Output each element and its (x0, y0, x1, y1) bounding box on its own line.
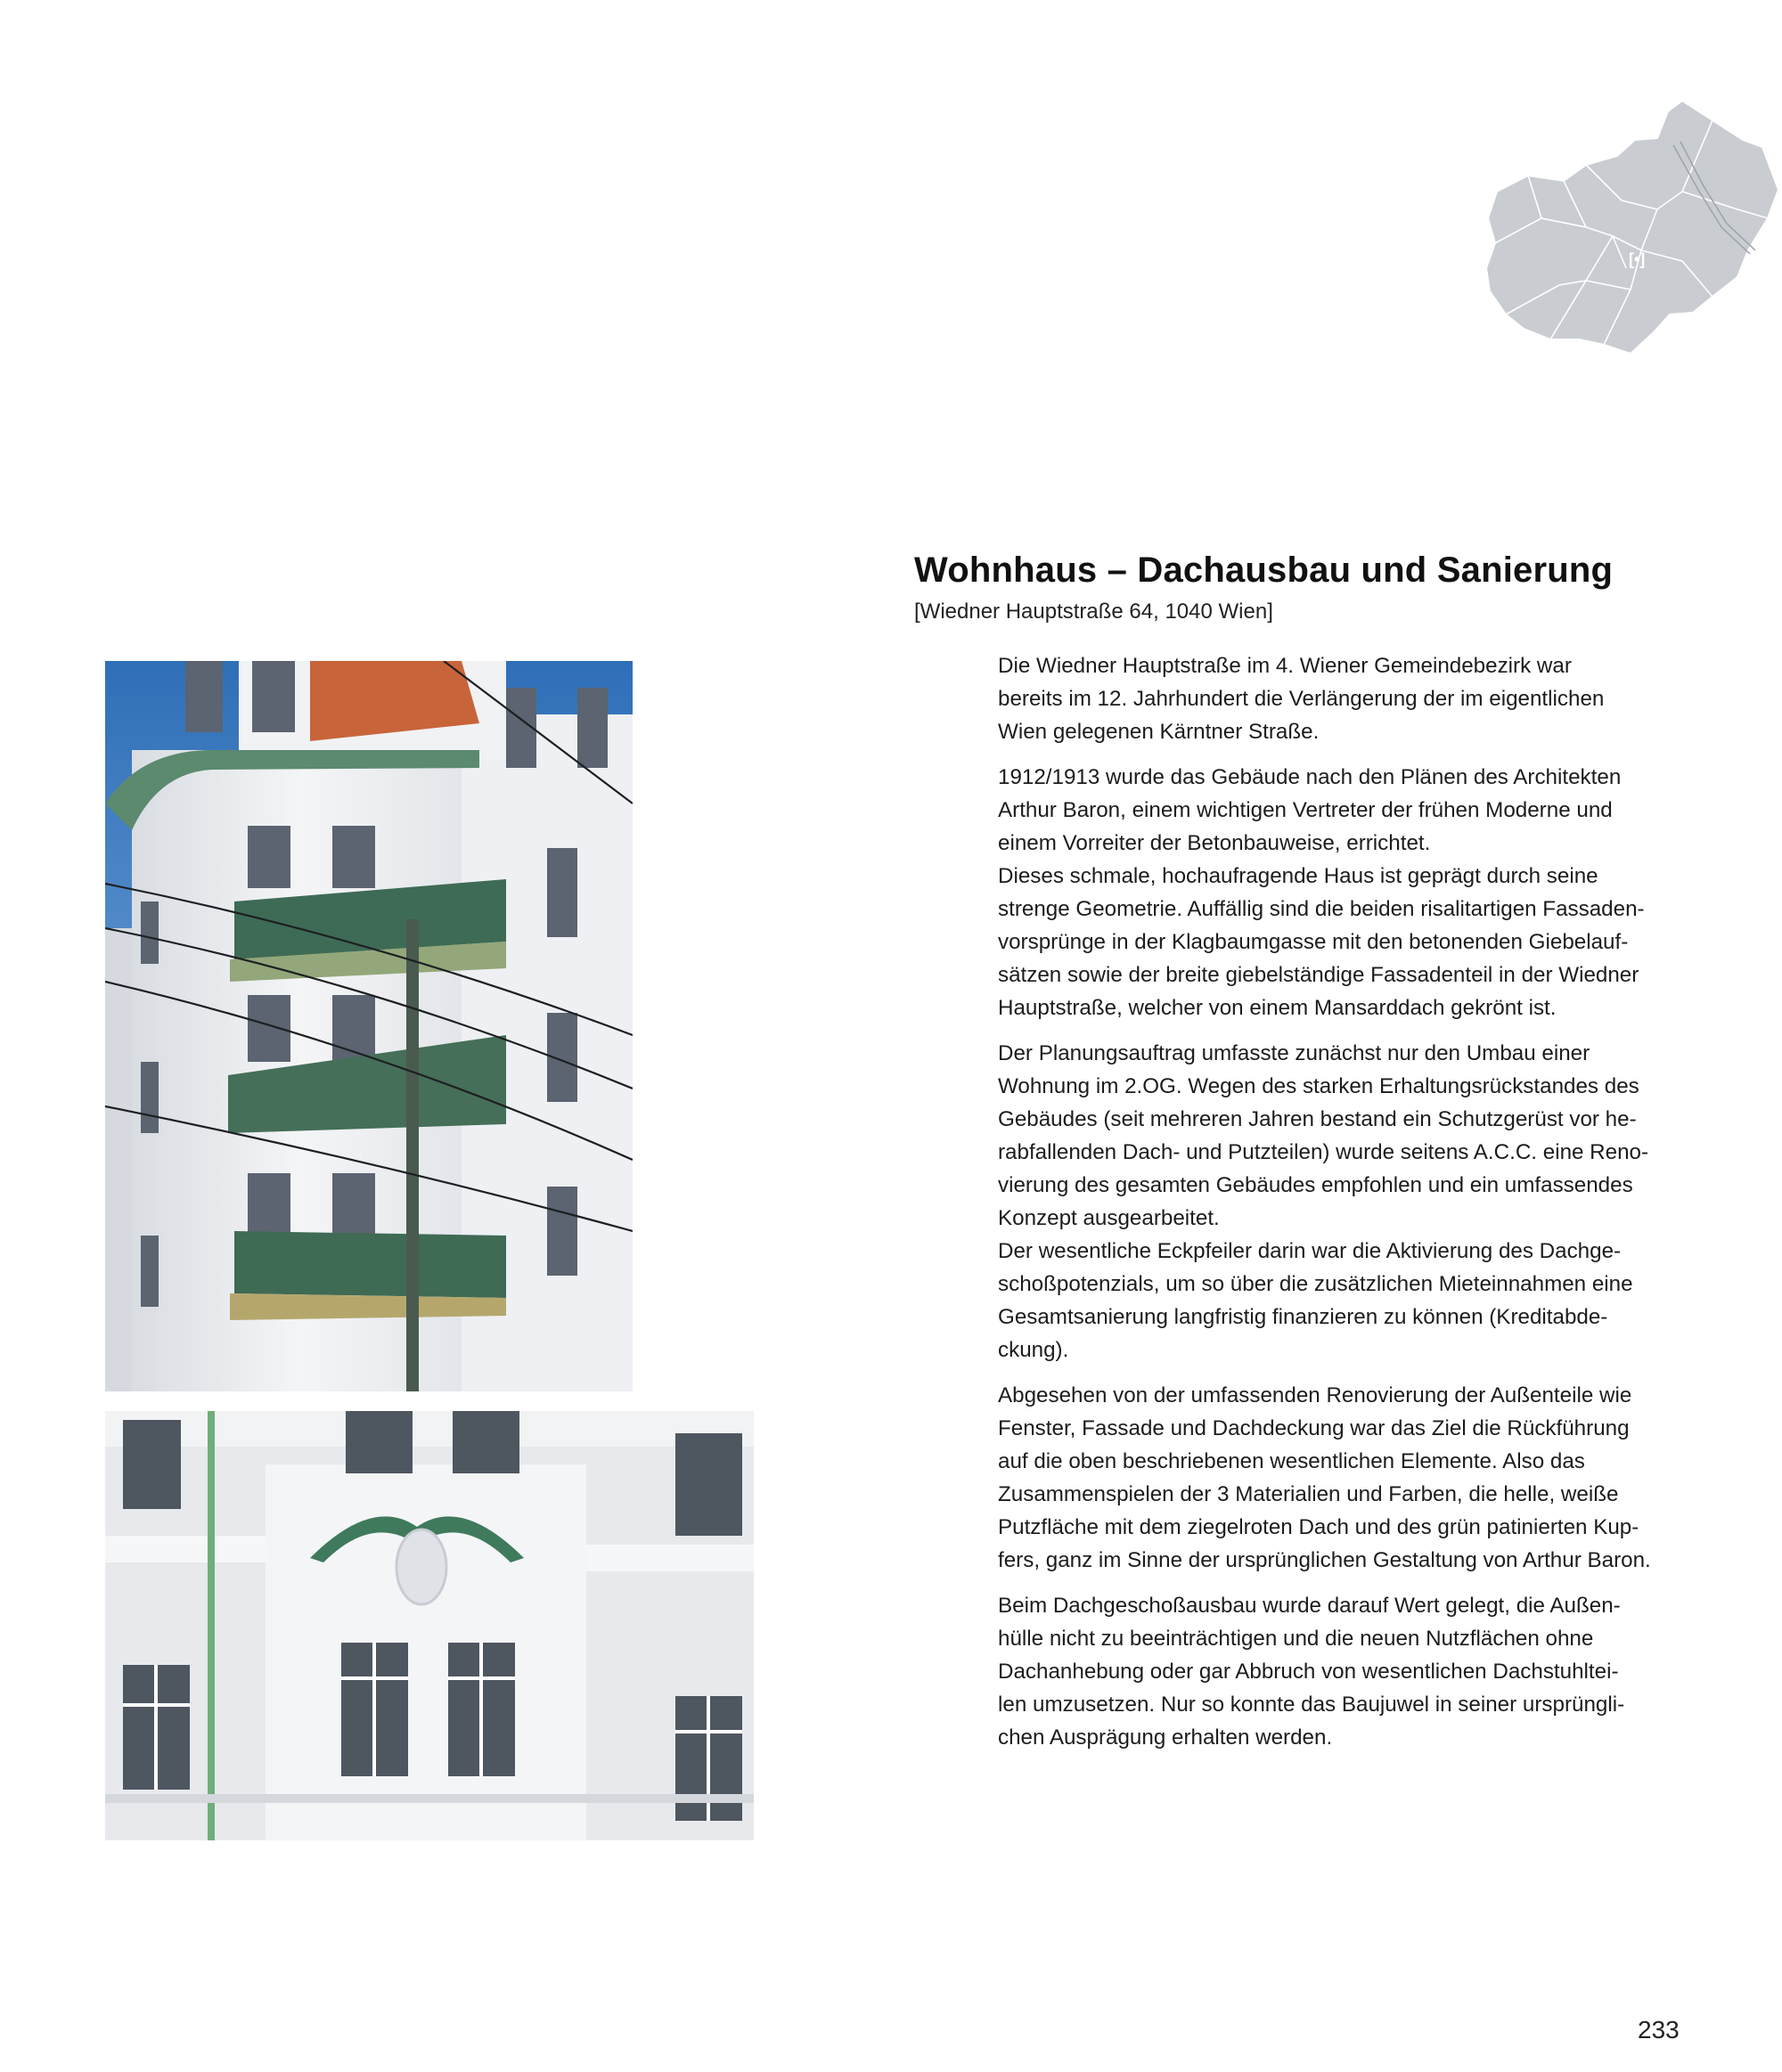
paragraph: Die Wiedner Hauptstraße im 4. Wiener Gemeindebezirk war bereits im 12. Jahrhundert die Verlängerung der im eigentlichen Wien gelegenen Kärntner Straße. (998, 654, 1605, 744)
paragraph: Beim Dachgeschoßausbau wurde darauf Wert gelegt, die Außen- hülle nicht zu beeinträchtigen und die neuen Nutzflächen ohne Dachanhebung oder gar Abbruch von wesentlichen Dachstuhltei- len umzusetzen. Nur so konnte das Baujuwel in seiner ursprüngli- chen Ausprägung erhalten werden. (998, 1594, 1625, 1750)
facade-detail-photo (105, 1411, 754, 1840)
map-location-marker: [•] (1629, 250, 1646, 268)
page-number: 233 (1638, 2016, 1680, 2043)
district-map (1479, 94, 1782, 361)
paragraph: Abgesehen von der umfassenden Renovierung der Außenteile wie Fenster, Fassade und Dachdeckung war das Ziel die Rückführung auf die oben beschriebenen wesentlichen Elemente. Also das Zusammenspielen der 3 Materialien und Farben, die helle, weiße Putzfläche mit dem ziegelroten Dach und des grün patinierten Kup- fers, ganz im Sinne der ursprünglichen Gestaltung von Arthur Baron. (998, 1383, 1651, 1572)
building-tower-photo (105, 661, 633, 1391)
page-title: Wohnhaus – Dachausbau und Sanierung (914, 551, 1614, 590)
vienna-map-icon (1479, 94, 1782, 361)
paragraph: 1912/1913 wurde das Gebäude nach den Plänen des Architekten Arthur Baron, einem wichtigen Vertreter der frühen Moderne und einem Vorreiter der Betonbauweise, errichtet. Dieses schmale, hochaufragende Haus ist geprägt durch seine strenge Geometrie. Auffällig sind die beiden risalitartigen Fassaden- vorsprünge in der Klagbaumgasse mit den betonenden Giebelauf- sätzen sowie der breite giebelständige Fassadenteil in der Wiedner Hauptstraße, welcher von einem Mansarddach gekrönt ist. (998, 765, 1645, 1020)
address-line: [Wiedner Hauptstraße 64, 1040 Wien] (914, 600, 1273, 624)
paragraph: Der Planungsauftrag umfasste zunächst nur den Umbau einer Wohnung im 2.OG. Wegen des starken Erhaltungsrückstandes des Gebäudes (seit mehreren Jahren bestand ein Schutzgerüst vor he- rabfallenden Dach- und Putzteilen) wurde seitens A.C.C. eine Reno- vierung des gesamten Gebäudes empfohlen und ein umfassendes Konzept ausgearbeitet. Der wesentliche Eckpfeiler darin war die Aktivierung des Dachge- schoßpotenzials, um so über die zusätzlichen Mieteinnahmen eine Gesamtsanierung langfristig finanzieren zu können (Kreditabde- ckung). (998, 1041, 1649, 1362)
article-body (998, 649, 1684, 1766)
